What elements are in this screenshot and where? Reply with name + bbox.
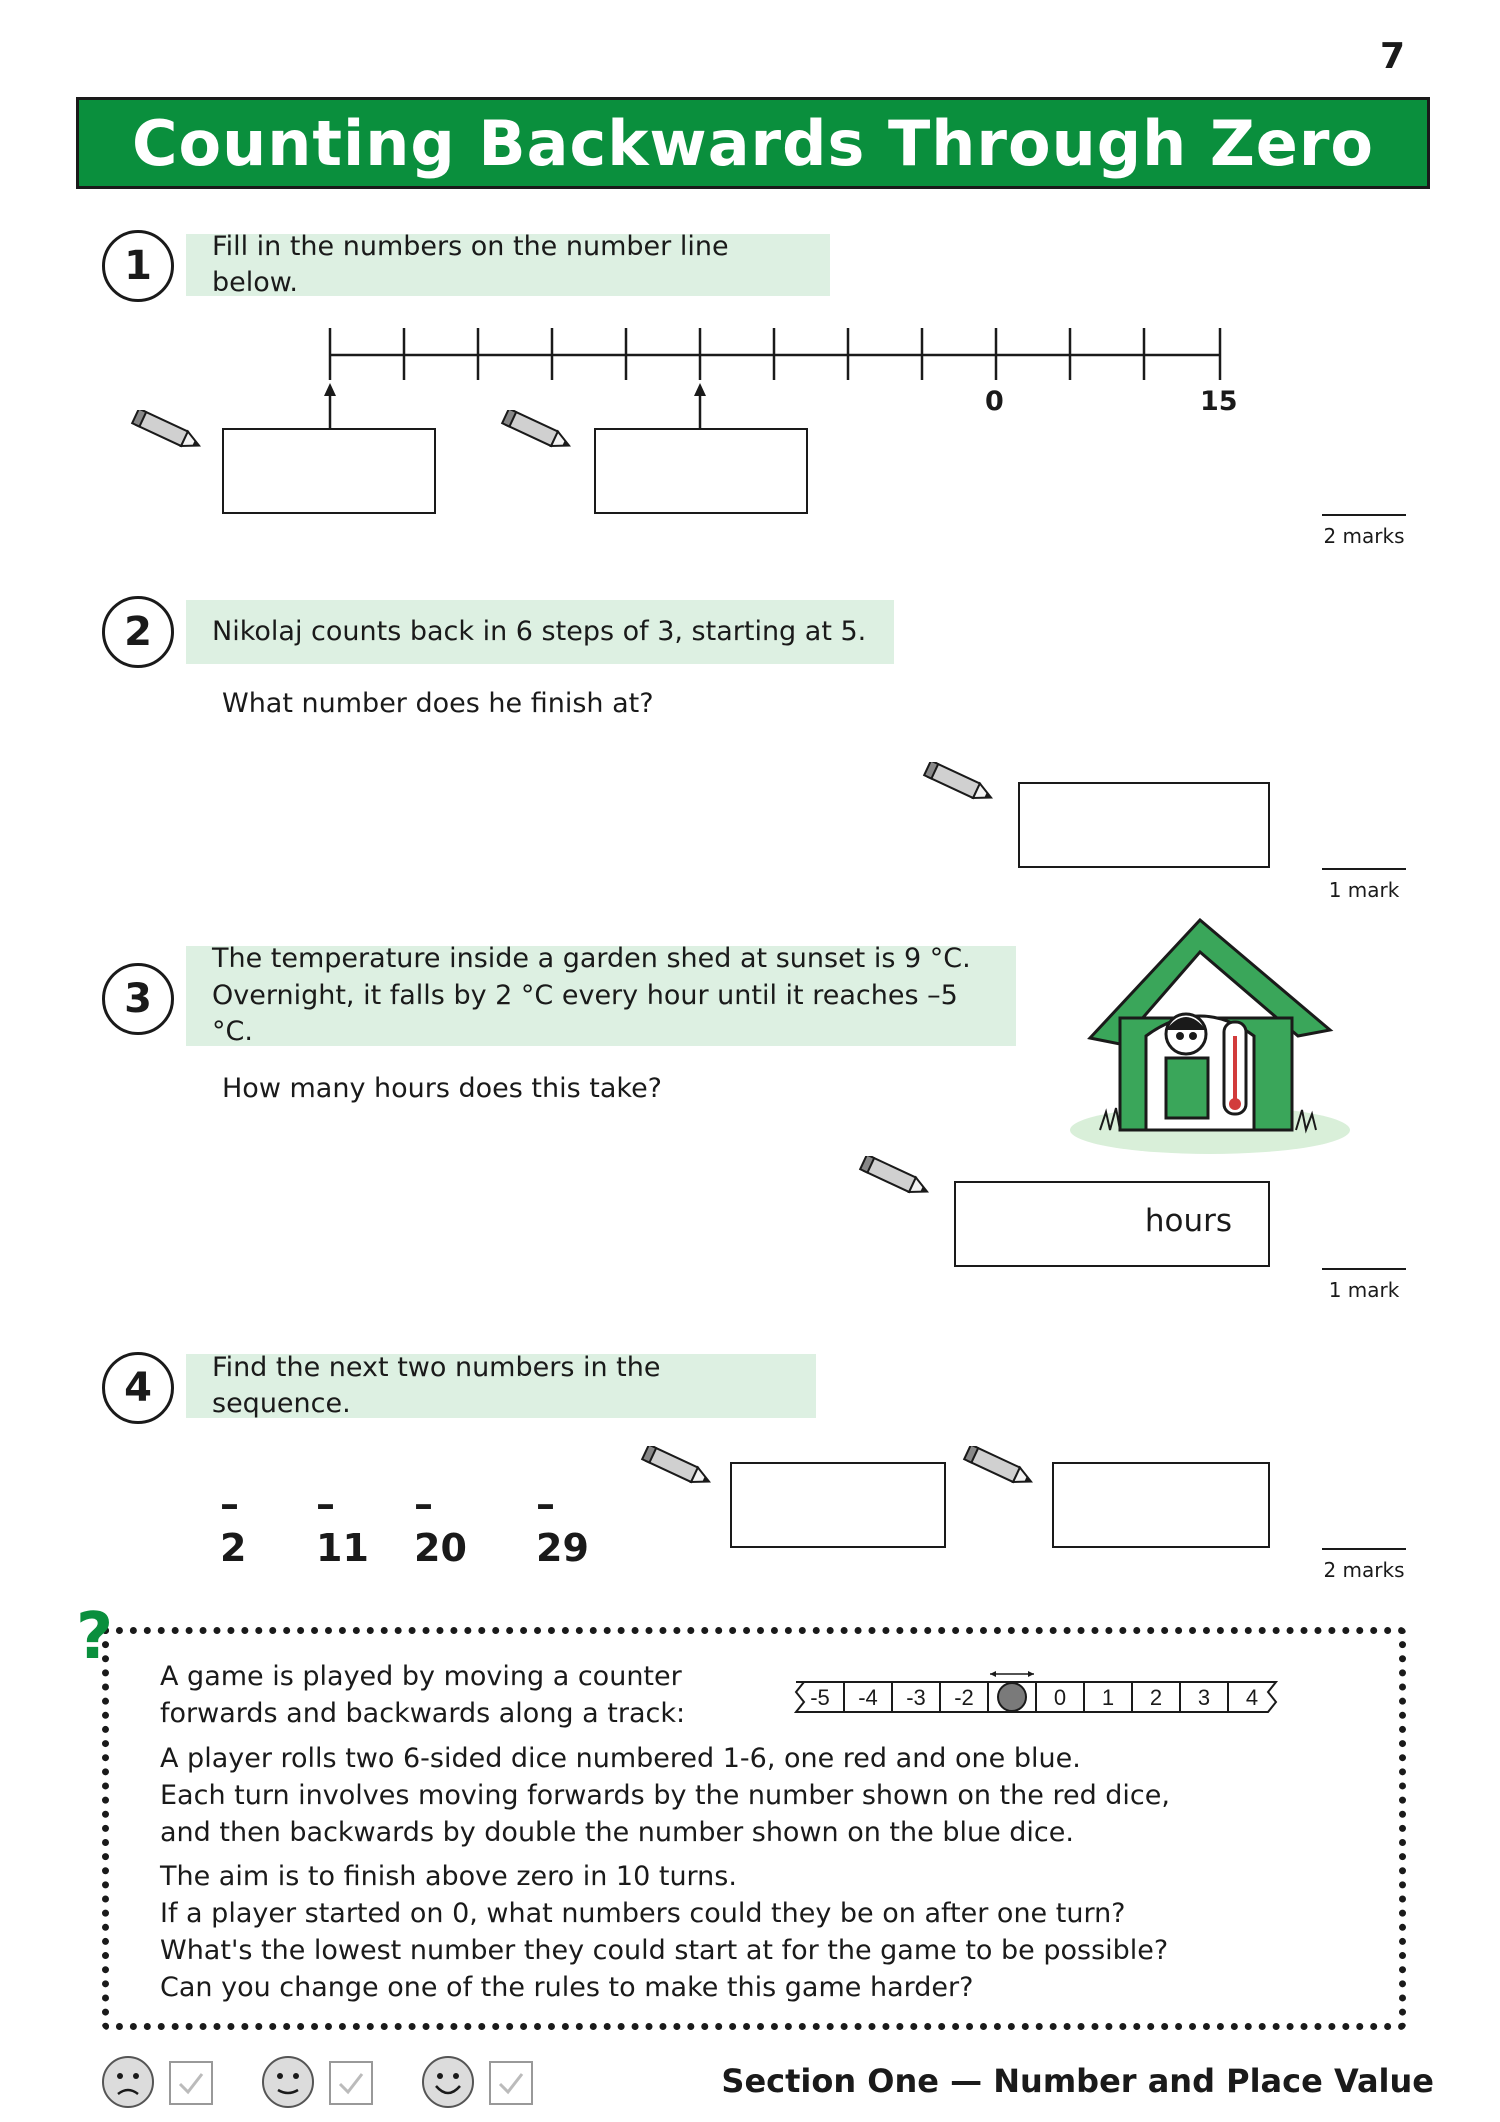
brain-teaser-line-4: Each turn involves moving forwards by the number shown on the red dice, [160,1780,1170,1811]
brain-teaser-line-3: A player rolls two 6-sided dice numbered 1-6, one red and one blue. [160,1743,1081,1774]
page-number: 7 [1380,36,1406,77]
q3-answer-unit: hours [1144,1203,1232,1239]
brain-teaser-line-8: What's the lowest number they could start at for the game to be possible? [160,1935,1169,1966]
question-3-instruction [186,943,1016,1048]
track-cell-4: -2 [954,1685,974,1710]
brain-teaser-line-2: forwards and backwards along a track: [160,1698,686,1729]
pencil-icon [922,762,1002,806]
shed-illustration [1060,918,1360,1160]
q3-marks: 1 mark [1322,1268,1406,1302]
brain-teaser-line-1: A game is played by moving a counter [160,1661,682,1692]
brain-teaser-rules [160,1740,1170,1851]
sad-face-icon[interactable] [100,2054,156,2110]
question-3-instruction-line-2: Overnight, it falls by 2 °C every hour until it reaches –5 °C. [212,979,958,1048]
sequence-term-2: –11 [316,1482,369,1570]
track-cell-1: -5 [810,1685,830,1710]
page-title: Counting Backwards Through Zero [131,106,1375,180]
q2-marks: 1 mark [1322,868,1406,902]
neutral-face-icon[interactable] [260,2054,316,2110]
pencil-icon [500,410,580,454]
question-4-instruction-text: Find the next two numbers in the sequence. [212,1351,661,1419]
counter [998,1683,1026,1711]
arrow-to-box-2 [694,383,706,430]
question-1-number: 1 [102,230,174,302]
number-line-label-zero: 0 [985,386,1004,417]
q4-answer-box-2[interactable] [1052,1462,1270,1548]
happy-face-icon[interactable] [420,2054,476,2110]
pencil-icon [962,1446,1042,1490]
q2-answer-box[interactable] [1018,782,1270,868]
track-cell-3: -3 [906,1685,926,1710]
pencil-icon [858,1156,938,1200]
track-cell-8: 2 [1149,1685,1163,1710]
track-cell-10: 4 [1245,1685,1259,1710]
question-3-instruction-line-1: The temperature inside a garden shed at sunset is 9 °C. [212,943,971,975]
q1-marks: 2 marks [1322,514,1406,548]
sequence-term-3: –20 [414,1482,467,1570]
title-bar [76,97,1430,189]
brain-teaser-line-5: and then backwards by double the number shown on the blue dice. [160,1817,1074,1848]
number-line-label-fifteen: 15 [1200,386,1238,417]
counter-track [784,1670,1288,1722]
track-cell-9: 3 [1197,1685,1211,1710]
question-4-number: 4 [102,1352,174,1424]
question-2-instruction-text: Nikolaj counts back in 6 steps of 3, starting at 5. [212,615,867,647]
sequence-term-4: –29 [536,1482,589,1570]
counter-direction-arrow [990,1671,1034,1677]
question-1-instruction-text: Fill in the numbers on the number line below. [212,230,729,298]
question-1-instruction [186,230,830,298]
arrow-to-box-1 [324,383,336,430]
q1-answer-box-1[interactable] [222,428,436,514]
person-body [1166,1058,1208,1118]
track-cell-6: 0 [1053,1685,1067,1710]
pencil-icon [130,410,210,454]
brain-teaser-line-6: The aim is to finish above zero in 10 turns. [160,1861,737,1892]
brain-teaser-line-7: If a player started on 0, what numbers could they be on after one turn? [160,1898,1126,1929]
brain-teaser-line-9: Can you change one of the rules to make this game harder? [160,1972,974,2003]
q4-marks: 2 marks [1322,1548,1406,1582]
q1-answer-box-2[interactable] [594,428,808,514]
question-2-number: 2 [102,596,174,668]
question-3-number: 3 [102,963,174,1035]
pencil-icon [640,1446,720,1490]
track-cell-7: 1 [1101,1685,1115,1710]
brain-teaser-intro [160,1658,685,1732]
check-box-icon[interactable] [488,2060,534,2106]
number-line [320,320,1240,430]
section-footer: Section One — Number and Place Value [721,2062,1434,2100]
check-box-icon[interactable] [168,2060,214,2106]
question-2-text: What number does he finish at? [222,688,654,719]
question-2-instruction [186,600,894,664]
q4-answer-box-1[interactable] [730,1462,946,1548]
question-4-instruction [186,1351,816,1419]
brain-teaser-questions [160,1858,1168,2006]
check-box-icon[interactable] [328,2060,374,2106]
q3-answer-box[interactable] [954,1181,1270,1267]
question-3-text: How many hours does this take? [222,1073,663,1104]
question-mark-icon: ? [76,1600,114,1674]
sequence-term-1: –2 [220,1482,247,1570]
track-cell-2: -4 [858,1685,878,1710]
